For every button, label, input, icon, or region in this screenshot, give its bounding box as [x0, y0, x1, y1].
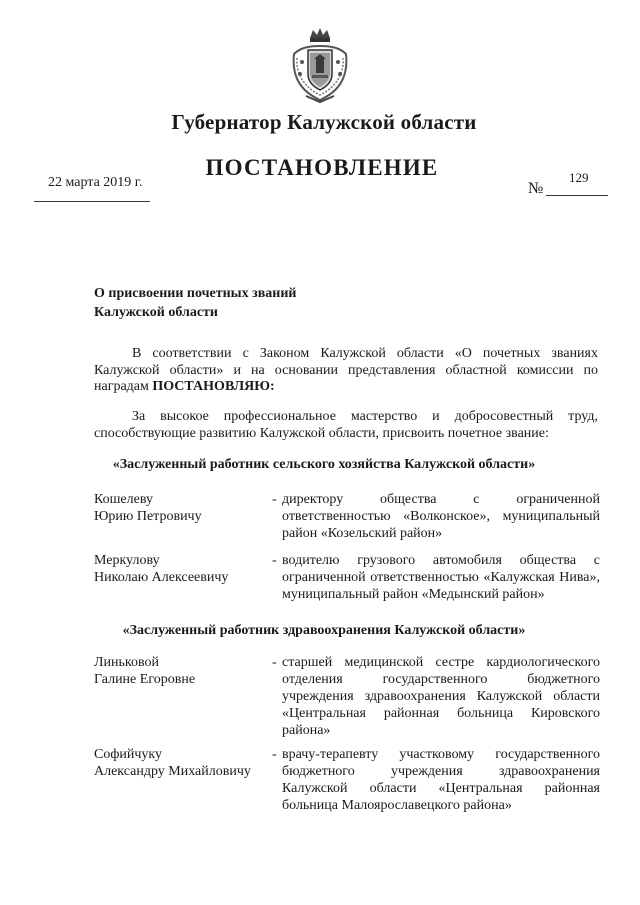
award-title: «Заслуженный работник сельского хозяйства Калужской области» [112, 457, 536, 472]
recipient-name [94, 552, 272, 586]
document-type-title: ПОСТАНОВЛЕНИЕ [205, 155, 439, 180]
award-title: «Заслуженный работник здравоохранения Калужской области» [122, 623, 526, 638]
recipient-name [94, 654, 272, 688]
separator-dash: - [272, 492, 277, 507]
document-subject [94, 284, 296, 322]
separator-dash: - [272, 747, 277, 762]
date-underline [34, 201, 150, 202]
recipient-description: старшей медицинской сестре кардиологического отделения государственного бюджетного учреждения здравоохранения Калужской области «Центральная районная больница Кировского района» [282, 655, 600, 738]
recipient-surname: Кошелеву [94, 492, 153, 507]
number-sign: № [528, 180, 544, 197]
separator-dash: - [272, 553, 277, 568]
subject-line-2: Калужской области [94, 305, 218, 320]
resolution-keyword: ПОСТАНОВЛЯЮ: [152, 379, 275, 394]
recipient-given-name: Николаю Алексеевичу [94, 570, 229, 585]
subject-line-1: О присвоении почетных званий [94, 286, 297, 301]
document-date: 22 марта 2019 г. [48, 175, 143, 190]
preamble-paragraph [94, 346, 598, 396]
recipient-surname: Линьковой [94, 655, 159, 670]
separator-dash: - [272, 655, 277, 670]
recipient-given-name: Александру Михайловичу [94, 764, 251, 779]
recipient-description: директору общества с ограниченной ответственностью «Волконское», муниципальный район «Козельский район» [282, 492, 600, 541]
issuing-authority: Губернатор Калужской области [171, 110, 477, 134]
coat-of-arms-icon [288, 26, 352, 104]
recipient-description: врачу-терапевту участковому государственного бюджетного учреждения здравоохранения Калужской области «Центральная районная больница Малоярославецкого района» [282, 747, 600, 813]
recipient-description: водителю грузового автомобиля общества с ограниченной ответственностью «Калужская Нива», муниципальный район «Медынский район» [282, 553, 600, 602]
number-underline [546, 195, 608, 196]
preamble-text: В соответствии с Законом Калужской области «О почетных званиях Калужской области» и на основании представления областной комиссии по наградам [94, 346, 598, 394]
recipient-surname: Софийчуку [94, 747, 163, 762]
decision-paragraph: За высокое профессиональное мастерство и добросовестный труд, способствующие развитию Калужской области, присвоить почетное звание: [94, 409, 598, 441]
recipient-name [94, 746, 272, 780]
recipient-given-name: Галине Егоровне [94, 672, 196, 687]
recipient-given-name: Юрию Петровичу [94, 509, 202, 524]
recipient-name [94, 491, 272, 525]
document-number: 129 [569, 170, 589, 185]
recipient-surname: Меркулову [94, 553, 160, 568]
